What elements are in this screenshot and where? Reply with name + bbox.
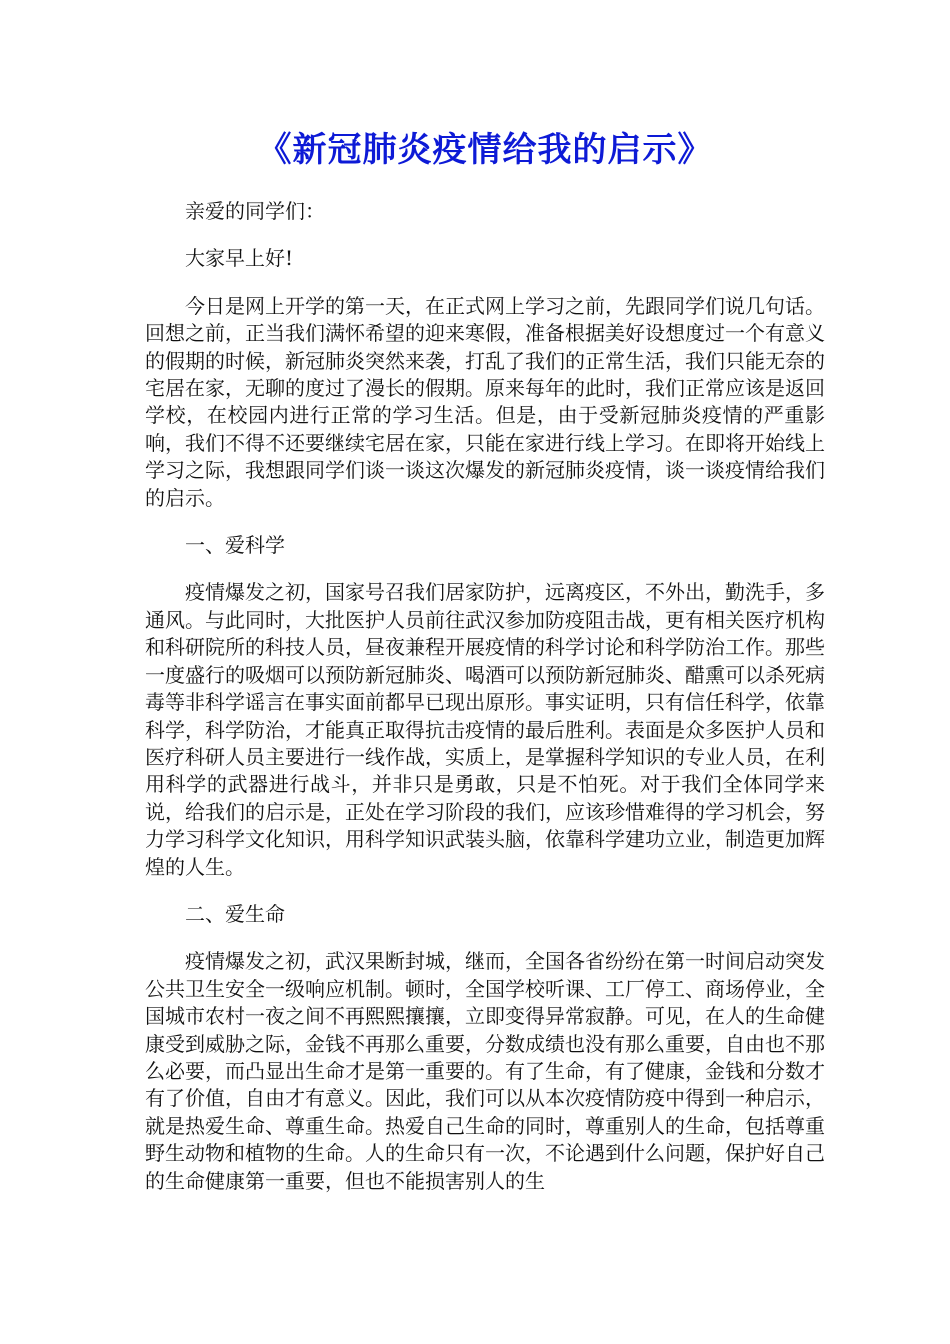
section-paragraph-love-life: 疫情爆发之初，武汉果断封城，继而，全国各省纷纷在第一时间启动突发公共卫生安全一级响应机制。顿时，全国学校听课、工厂停工、商场停业，全国城市农村一夜之间不再熙熙攘攘，立即变得异常寂静。可见，在人的生命健康受到威胁之际，金钱不再那么重要，分数成绩也没有那么重要，自由也不那么必要，而凸显出生命才是第一重要的。有了生命，有了健康，金钱和分数才有了价值，自由才有意义。因此，我们可以从本次疫情防疫中得到一种启示，就是热爱生命、尊重生命。热爱自己生命的同时，尊重别人的生命，包括尊重野生动物和植物的生命。人的生命只有一次，不论遇到什么问题，保护好自己的生命健康第一重要，但也不能损害别人的生 xyxy=(145,949,825,1193)
document-title: 《新冠肺炎疫情给我的启示》 xyxy=(257,130,713,170)
document-body xyxy=(145,198,825,1195)
section-heading-love-life: 二、爱生命 xyxy=(185,901,285,926)
greeting: 大家早上好! xyxy=(185,246,294,271)
section-paragraph-love-science: 疫情爆发之初，国家号召我们居家防护，远离疫区，不外出，勤洗手，多通风。与此同时，大批医护人员前往武汉参加防疫阻击战，更有相关医疗机构和科研院所的科技人员，昼夜兼程开展疫情的科学讨论和科学防治工作。那些一度盛行的吸烟可以预防新冠肺炎、喝酒可以预防新冠肺炎、醋熏可以杀死病毒等非科学谣言在事实面前都早已现出原形。事实证明，只有信任科学，依靠科学，科学防治，才能真正取得抗击疫情的最后胜利。表面是众多医护人员和医疗科研人员主要进行一线作战，实质上，是掌握科学知识的专业人员，在利用科学的武器进行战斗，并非只是勇敢，只是不怕死。对于我们全体同学来说，给我们的启示是，正处在学习阶段的我们，应该珍惜难得的学习机会，努力学习科学文化知识，用科学知识武装头脑，依靠科学建功立业，制造更加辉煌的人生。 xyxy=(145,580,825,879)
section-heading-love-science: 一、爱科学 xyxy=(185,533,285,558)
intro-paragraph: 今日是网上开学的第一天，在正式网上学习之前，先跟同学们说几句话。回想之前，正当我们满怀希望的迎来寒假，准备根据美好设想度过一个有意义的假期的时候，新冠肺炎突然来袭，打乱了我们的正常生活，我们只能无奈的宅居在家，无聊的度过了漫长的假期。原来每年的此时，我们正常应该是返回学校，在校园内进行正常的学习生活。但是，由于受新冠肺炎疫情的严重影响，我们不得不还要继续宅居在家，只能在家进行线上学习。在即将开始线上学习之际，我想跟同学们谈一谈这次爆发的新冠肺炎疫情，谈一谈疫情给我们的启示。 xyxy=(145,293,825,510)
salutation: 亲爱的同学们： xyxy=(185,199,325,223)
